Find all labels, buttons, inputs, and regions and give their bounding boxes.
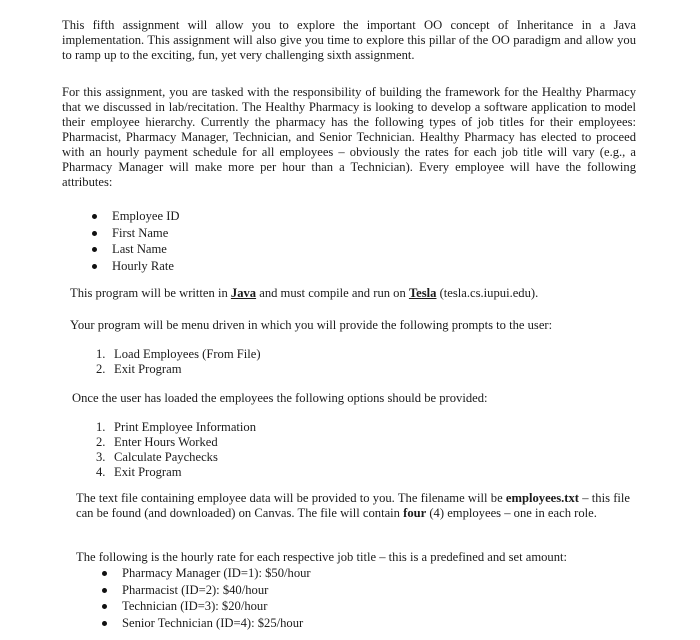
list-item: 2. Exit Program bbox=[96, 362, 182, 376]
rates-list bbox=[102, 565, 502, 631]
list-item: Pharmacist (ID=2): $40/hour bbox=[102, 582, 502, 599]
list-item: Last Name bbox=[92, 241, 392, 258]
cropped-heading-fragment bbox=[302, 0, 364, 1]
rates-intro: The following is the hourly rate for each respective job title – this is a predefined and set amount: bbox=[76, 550, 568, 564]
intro-paragraph: This fifth assignment will allow you to explore the important OO concept of Inheritance in a Java implementation. This assignment will also give you time to explore this pillar of the OO paradigm and allow you to ramp up to the exciting, fun, yet very challenging sixth assignment. bbox=[62, 18, 636, 62]
list-item: First Name bbox=[92, 225, 392, 242]
list-item: Employee ID bbox=[92, 208, 392, 225]
menu-intro: Your program will be menu driven in which you will provide the following prompts to the user: bbox=[70, 318, 553, 332]
filename: employees.txt bbox=[505, 491, 579, 505]
list-item: 2. Enter Hours Worked bbox=[96, 435, 218, 449]
list-item: 4. Exit Program bbox=[96, 465, 182, 479]
java-link: Java bbox=[230, 286, 257, 300]
loaded-menu-list bbox=[96, 420, 396, 480]
employee-count: four bbox=[403, 506, 427, 520]
list-item: Technician (ID=3): $20/hour bbox=[102, 598, 502, 615]
list-item: 1. Load Employees (From File) bbox=[96, 347, 261, 361]
list-item: 3. Calculate Paychecks bbox=[96, 450, 218, 464]
loaded-intro: Once the user has loaded the employees the following options should be provided: bbox=[72, 391, 488, 405]
attribute-list bbox=[92, 208, 392, 274]
list-item: Senior Technician (ID=4): $25/hour bbox=[102, 615, 502, 632]
file-paragraph: The text file containing employee data will be provided to you. The filename will be employees.txt – this file can be found (and downloaded) on Canvas. The file will contain four (4) employees – one in each role. bbox=[76, 491, 630, 520]
task-paragraph: For this assignment, you are tasked with the responsibility of building the framework for the Healthy Pharmacy that we discussed in lab/recitation. The Healthy Pharmacy is looking to develop a software application to model their employee hierarchy. Currently the pharmacy has the following types of job titles for their employees: Pharmacist, Pharmacy Manager, Technician, and Senior Technician. Healthy Pharmacy has elected to proceed with an hourly payment schedule for all employees – obviously the rates for each job title will vary (e.g., a Pharmacy Manager will make more per hour than a Technician). Every employee will have the following attributes: bbox=[62, 85, 636, 189]
list-item: Pharmacy Manager (ID=1): $50/hour bbox=[102, 565, 502, 582]
list-item: 1. Print Employee Information bbox=[96, 420, 256, 434]
list-item: Hourly Rate bbox=[92, 258, 392, 275]
initial-menu-list bbox=[96, 347, 396, 377]
tesla-link: Tesla bbox=[408, 286, 437, 300]
language-line: This program will be written in Java and must compile and run on Tesla (tesla.cs.iupui.edu). bbox=[70, 286, 539, 300]
